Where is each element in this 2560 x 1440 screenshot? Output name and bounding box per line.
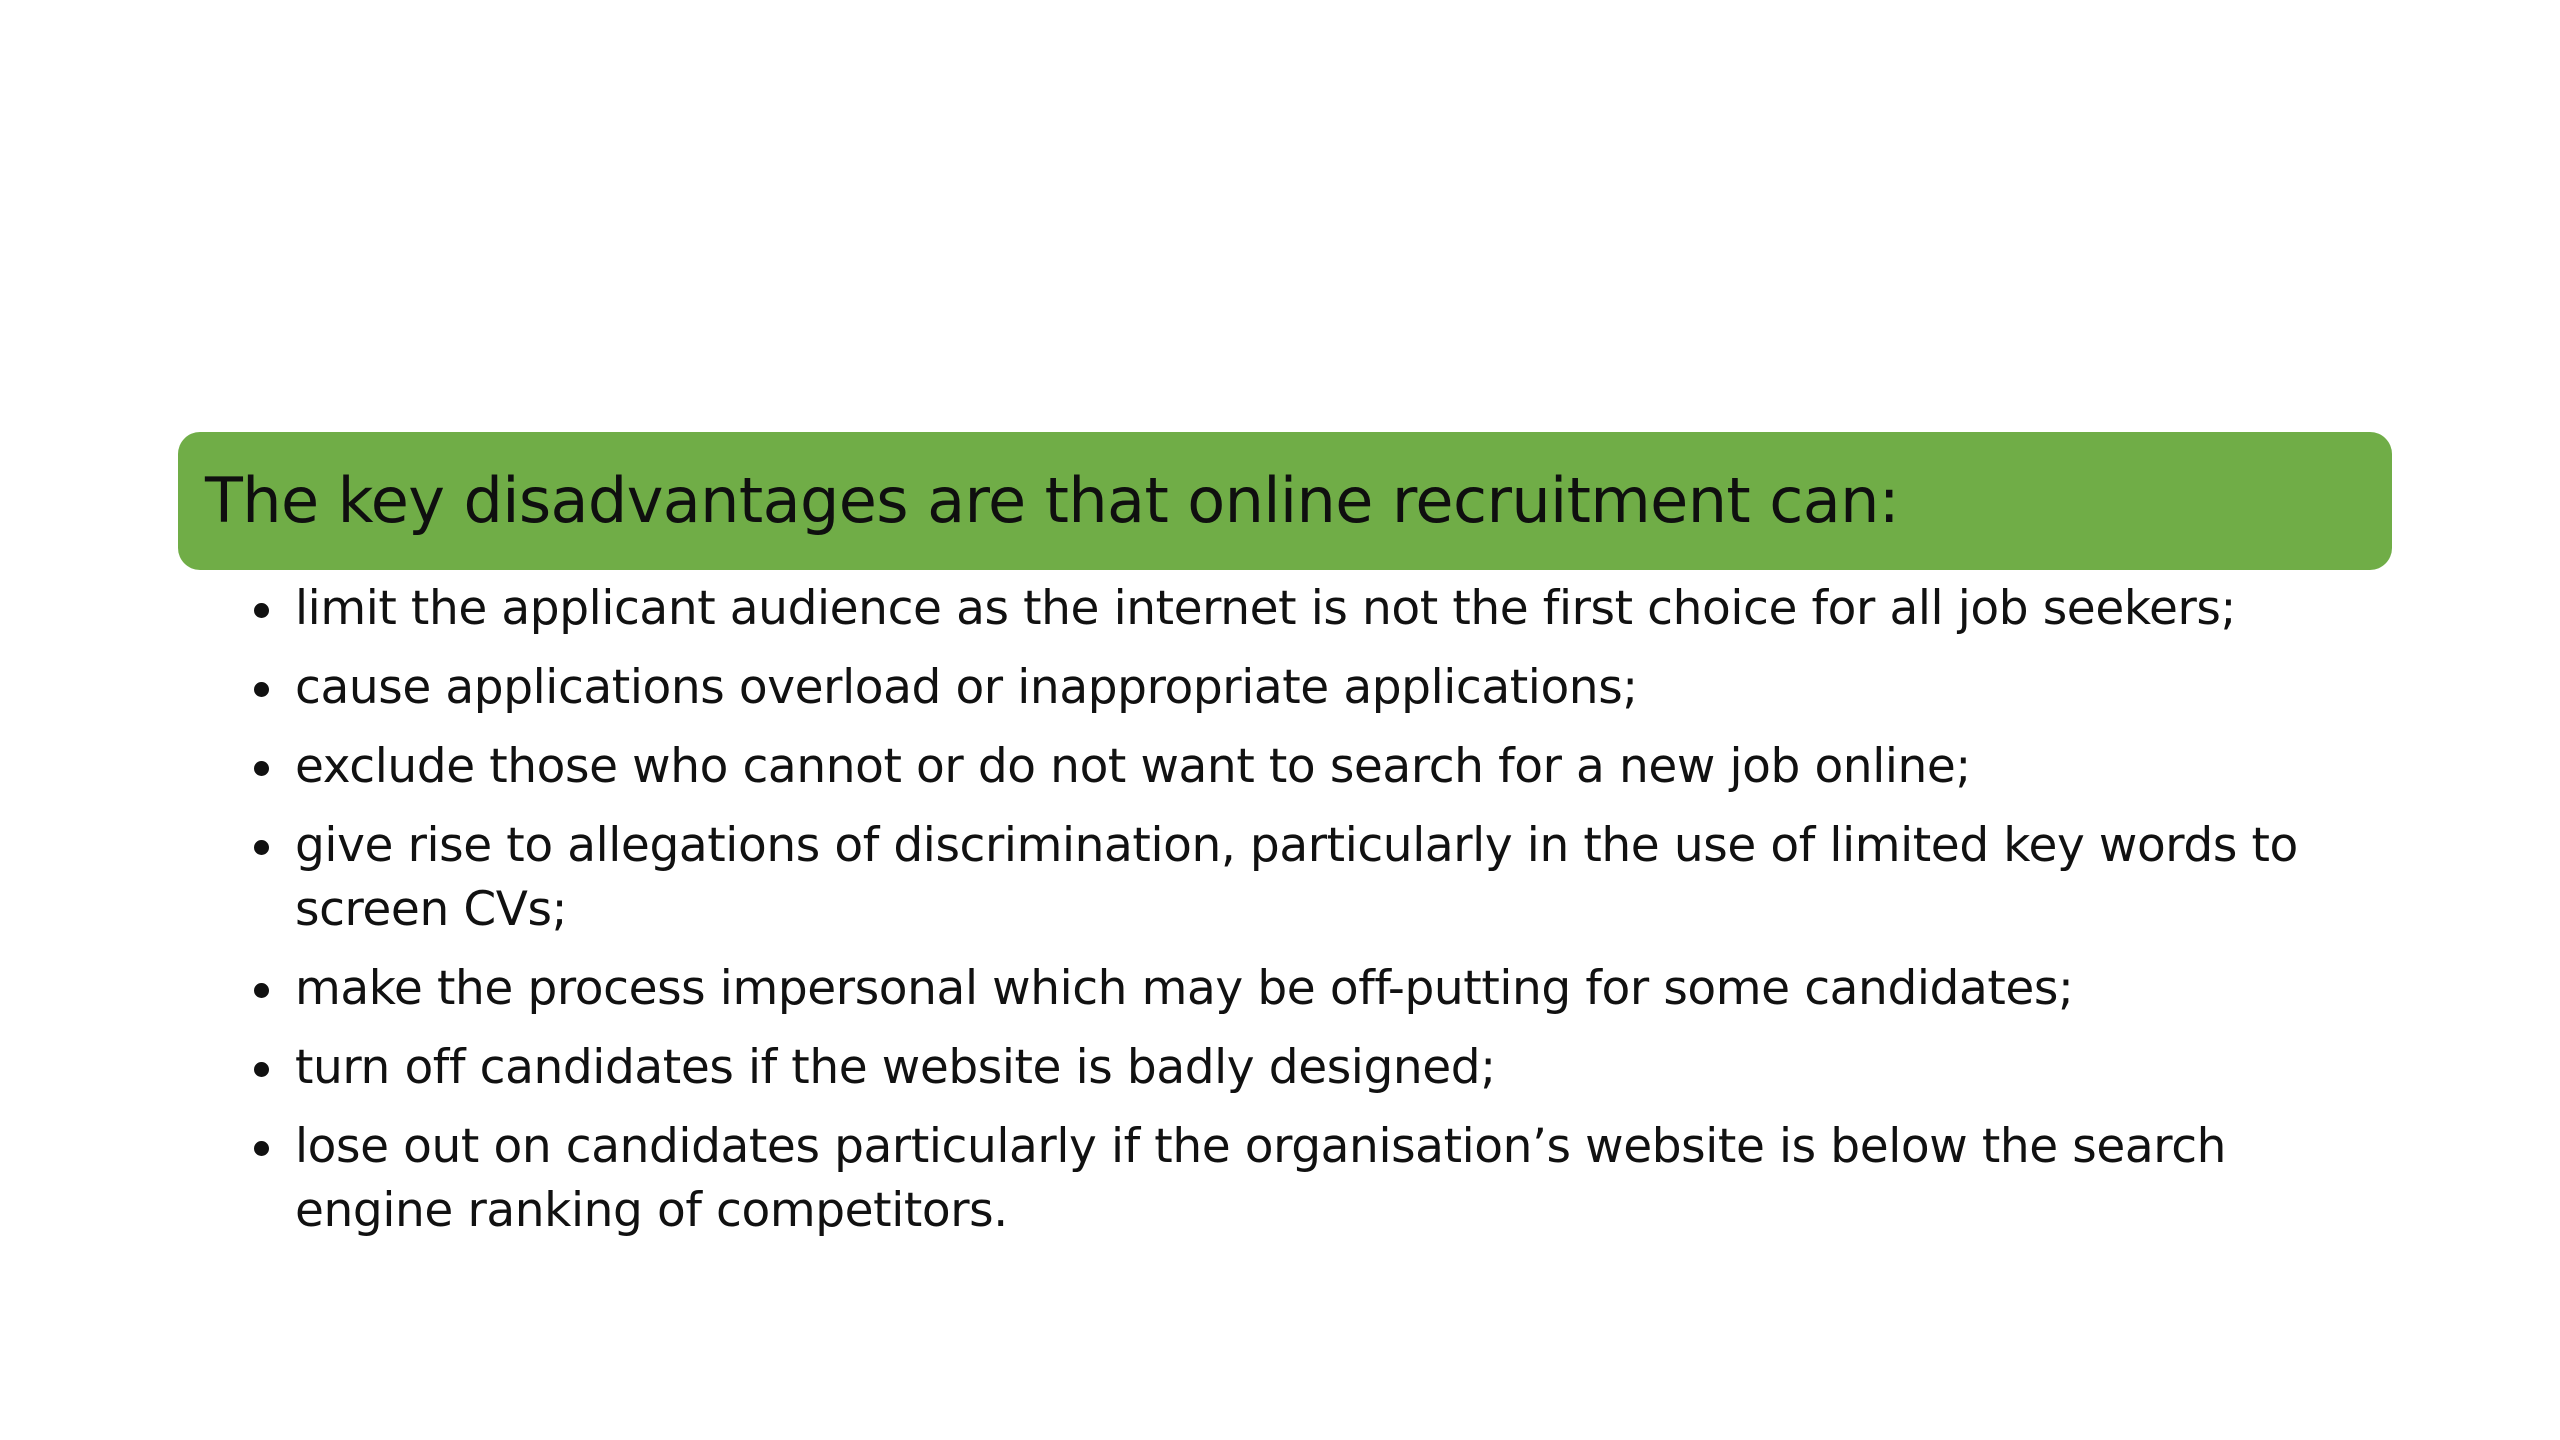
bullet-icon [254,1141,269,1156]
bullet-text: exclude those who cannot or do not want to search for a new job online; [295,739,1971,794]
bullet-text: lose out on candidates particularly if the organisation’s website is below the search engine ranking of competitors. [295,1119,2227,1238]
list-item [245,814,2395,942]
bullet-list [245,577,2395,1258]
bullet-icon [254,761,269,776]
bullet-icon [254,840,269,855]
bullet-icon [254,603,269,618]
list-item [245,577,2395,641]
list-item [245,735,2395,799]
heading-banner [178,432,2392,570]
bullet-icon [254,1062,269,1077]
bullet-icon [254,682,269,697]
heading-text: The key disadvantages are that online recruitment can: [205,464,1900,537]
bullet-text: turn off candidates if the website is badly designed; [295,1040,1496,1095]
list-item [245,656,2395,720]
list-item [245,957,2395,1021]
bullet-icon [254,983,269,998]
bullet-text: cause applications overload or inappropriate applications; [295,660,1638,715]
list-item [245,1036,2395,1100]
bullet-text: make the process impersonal which may be off-putting for some candidates; [295,961,2074,1016]
list-item [245,1115,2395,1243]
bullet-text: limit the applicant audience as the internet is not the first choice for all job seekers; [295,581,2236,636]
bullet-text: give rise to allegations of discrimination, particularly in the use of limited key words to screen CVs; [295,818,2298,937]
